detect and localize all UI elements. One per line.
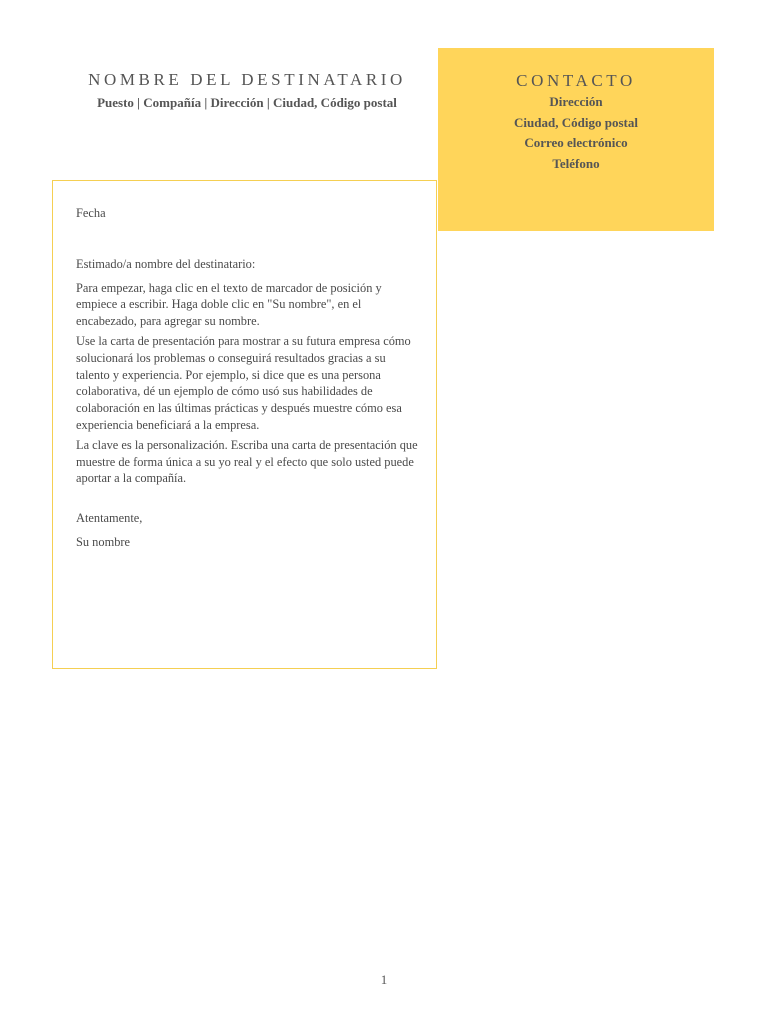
letter-paragraph-1[interactable]: Para empezar, haga clic en el texto de marcador de posición y empiece a escribir. Haga doble clic en "Su nombre", en el encabezado, para agregar su nombre.	[76, 280, 382, 329]
contact-phone[interactable]: Teléfono	[552, 155, 600, 171]
contact-panel	[438, 48, 714, 231]
letter-salutation[interactable]: Estimado/a nombre del destinatario:	[76, 256, 256, 271]
contact-address[interactable]: Dirección	[549, 94, 603, 109]
contact-email[interactable]: Correo electrónico	[524, 135, 628, 150]
letter-content	[76, 205, 421, 551]
letter-body-box	[52, 180, 437, 669]
letter-closing[interactable]: Atentamente,	[76, 511, 143, 526]
letter-signature[interactable]: Su nombre	[76, 534, 131, 549]
letter-paragraph-3[interactable]: La clave es la personalización. Escriba una carta de presentación que muestre de forma única a su yo real y el efecto que solo usted puede aportar a la compañía.	[76, 437, 418, 486]
letter-date[interactable]: Fecha	[76, 206, 106, 220]
recipient-details[interactable]: Puesto | Compañía | Dirección | Ciudad, Código postal	[97, 95, 397, 110]
recipient-name[interactable]: NOMBRE DEL DESTINATARIO	[88, 70, 406, 89]
contact-title[interactable]: CONTACTO	[516, 71, 636, 90]
contact-city[interactable]: Ciudad, Código postal	[514, 114, 638, 130]
page-number: 1	[380, 972, 388, 987]
letter-paragraph-2[interactable]: Use la carta de presentación para mostrar a su futura empresa cómo solucionará los problemas o conseguirá resultados gracias a su talento y experiencia. Por ejemplo, si dice que es una persona colaborativa, dé un ejemplo de cómo usó sus habilidades de colaboración en las últimas prácticas y después muestre cómo esa experiencia beneficiará a la empresa.	[76, 333, 411, 432]
recipient-header	[52, 68, 442, 112]
